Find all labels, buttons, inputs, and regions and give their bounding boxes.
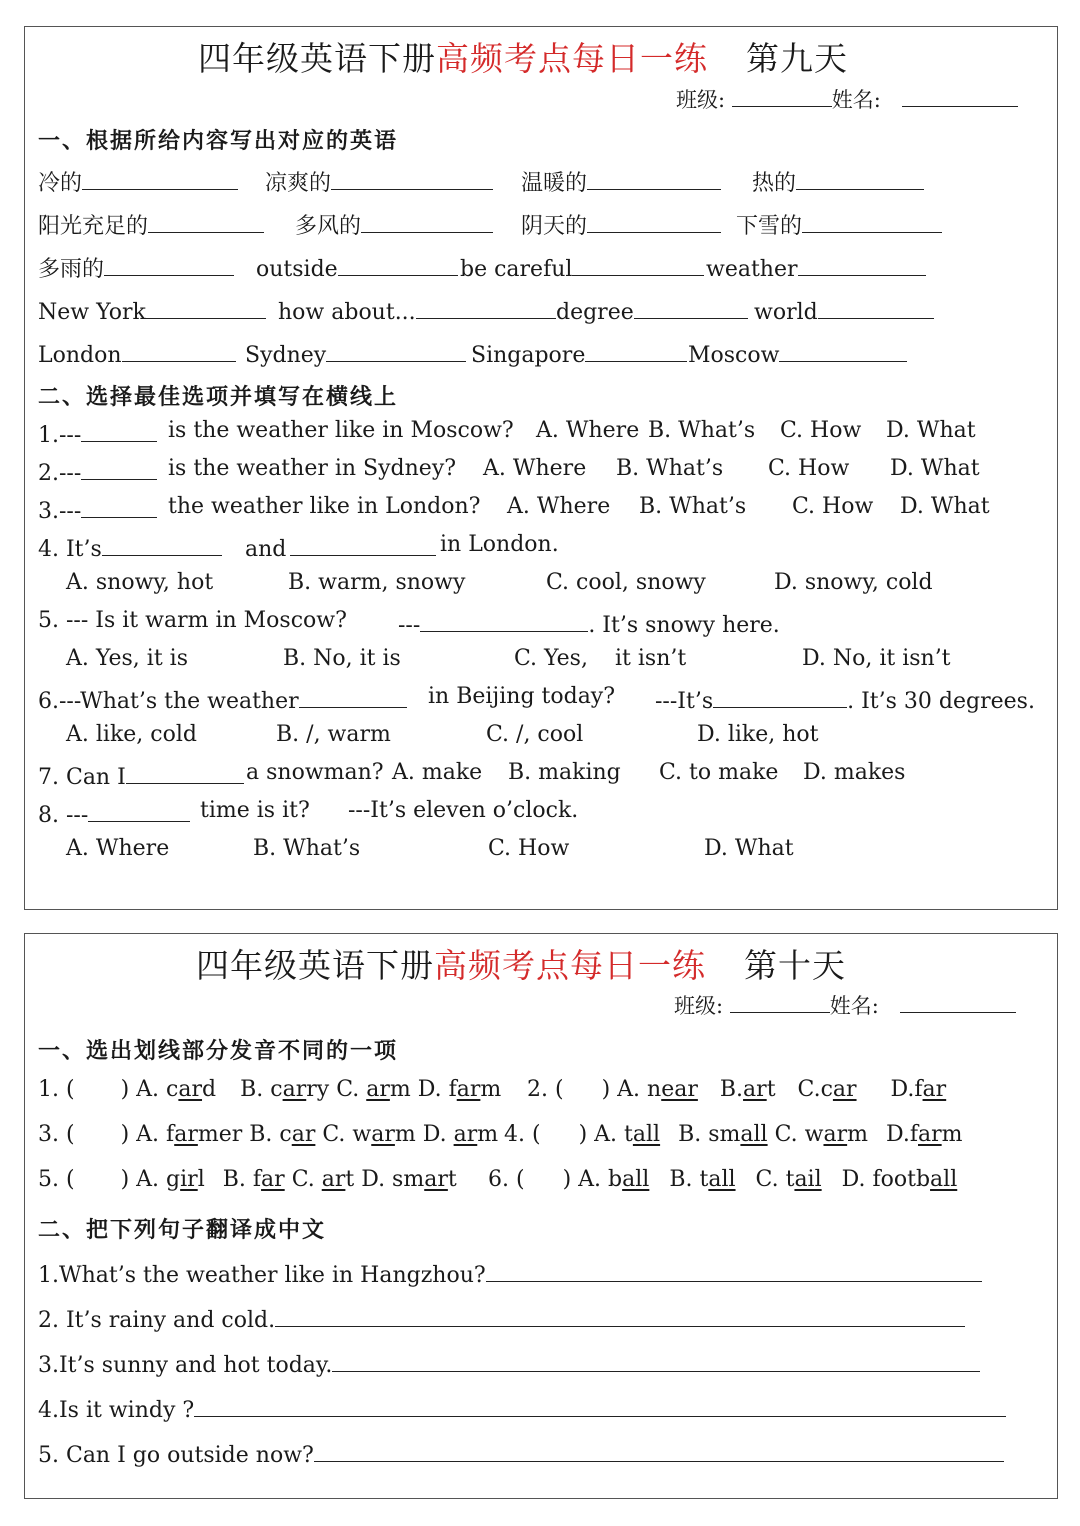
vocab-sydney [245, 338, 466, 368]
underlined: ar [918, 1122, 942, 1147]
title-day: 第十天 [744, 946, 846, 985]
opt: t [345, 1167, 355, 1192]
answer-blank[interactable] [796, 166, 924, 190]
q-close: ) [120, 1122, 130, 1147]
vocab-label: 阴天的 [521, 214, 588, 240]
opt: m [941, 1122, 963, 1147]
answer-blank[interactable] [81, 418, 157, 442]
answer-blank[interactable] [572, 252, 704, 276]
underlined: all [930, 1167, 958, 1192]
underlined: ar [424, 1167, 448, 1192]
option-d: D. makes [803, 760, 906, 785]
q-prefix: 3.--- [38, 499, 82, 525]
q-close: ) [120, 1167, 130, 1192]
option-b: B. What’s [639, 494, 747, 519]
underlined: ar [922, 1077, 947, 1102]
option-b: B. What’s [648, 418, 756, 443]
phonics-4 [504, 1122, 963, 1147]
vocab-outside [256, 252, 458, 282]
vocab-label: Moscow [688, 343, 780, 369]
vocab-label: Singapore [471, 343, 586, 369]
opt: B. t [669, 1167, 709, 1192]
sentence: 1.What’s the weather like in Hangzhou? [38, 1263, 486, 1289]
title-red: 高频考点每日一练 [434, 946, 706, 985]
opt: A. g [136, 1167, 181, 1192]
vocab-label: 多雨的 [38, 257, 105, 283]
vocab-cloudy [521, 209, 721, 240]
answer-blank[interactable] [81, 494, 157, 518]
question-6-stem [38, 684, 407, 714]
sentence: 4.Is it windy ? [38, 1398, 195, 1424]
vocab-cool [265, 166, 493, 197]
question-2-text: is the weather in Sydney? [168, 456, 457, 481]
question-7-text: a snowman? [246, 760, 384, 785]
option-c: C. /, cool [486, 722, 584, 747]
name-label: 姓名: [829, 994, 879, 1019]
opt: D.f [886, 1122, 918, 1147]
question-3-stem [38, 494, 157, 524]
vocab-how-about [278, 295, 556, 325]
question-2-stem [38, 456, 157, 486]
question-5-answer [398, 608, 780, 638]
vocab-london [38, 338, 236, 368]
underlined: ar [321, 1167, 346, 1192]
q-prefix: 6.---What’s the weather [38, 689, 299, 715]
opt: m [480, 1077, 502, 1102]
underlined: ar [178, 1077, 203, 1102]
option-c: C. How [792, 494, 874, 519]
q-prefix: 2.--- [38, 461, 82, 487]
underlined: ar [282, 1077, 307, 1102]
answer-blank[interactable] [326, 338, 466, 362]
opt: A. n [617, 1077, 662, 1102]
translate-5 [38, 1438, 1004, 1468]
q-prefix: 7. Can I [38, 765, 126, 791]
vocab-label: 阳光充足的 [38, 214, 149, 240]
option-b: B. making [508, 760, 621, 785]
section-title-translate: 二、把下列句子翻译成中文 [38, 1217, 327, 1243]
class-label: 班级: [676, 88, 726, 113]
underlined: ar [832, 1077, 857, 1102]
vocab-label: 冷的 [38, 171, 83, 197]
section-title-choice: 二、选择最佳选项并填写在横线上 [38, 384, 399, 410]
answer-blank[interactable] [122, 338, 236, 362]
option-a: A. like, cold [66, 722, 197, 747]
answer-blank[interactable] [802, 209, 942, 233]
underlined: ar [291, 1122, 316, 1147]
q-close: ) [120, 1077, 130, 1102]
answer-blank[interactable] [798, 252, 926, 276]
question-5-stem: 5. --- Is it warm in Moscow? [38, 608, 347, 633]
vocab-label: 温暖的 [521, 171, 588, 197]
opt: m [394, 1122, 416, 1147]
underlined: ail [794, 1167, 822, 1192]
answer-blank[interactable] [299, 684, 407, 708]
answer-blank[interactable] [148, 209, 264, 233]
underlined: ear [661, 1077, 698, 1102]
vocab-new-york [38, 295, 266, 325]
vocab-label: Sydney [245, 343, 327, 369]
question-8-text: time is it? [200, 798, 310, 823]
title-black: 四年级英语下册 [196, 946, 434, 985]
option-a: A. snowy, hot [66, 570, 214, 595]
q-prefix: 4. It’s [38, 537, 102, 563]
answer-blank[interactable] [331, 166, 493, 190]
vocab-label: weather [706, 257, 798, 283]
opt: B. [719, 1077, 744, 1102]
answer-line[interactable] [332, 1348, 980, 1372]
option-c: C. cool, snowy [546, 570, 706, 595]
underlined: ir [180, 1167, 198, 1192]
phonics-2 [527, 1077, 946, 1102]
opt: C. w [322, 1122, 372, 1147]
vocab-label: how about... [278, 300, 416, 326]
vocab-sunny [38, 209, 264, 240]
answer-line[interactable] [314, 1438, 1004, 1462]
option-d: D. What [886, 418, 976, 443]
answer-blank[interactable] [126, 760, 244, 784]
option-c: C. Yes, [514, 646, 588, 671]
name-blank[interactable] [902, 84, 1018, 107]
opt: C. w [774, 1122, 824, 1147]
option-d: D. No, it isn’t [802, 646, 951, 671]
question-8-stem [38, 798, 190, 828]
q-prefix: 1.--- [38, 423, 82, 449]
option-b: B. No, it is [283, 646, 401, 671]
vocab-rainy [38, 252, 234, 283]
vocab-singapore [471, 338, 687, 368]
answer-blank[interactable] [88, 798, 190, 822]
underlined: ar [261, 1167, 285, 1192]
page-title-day9 [198, 33, 848, 80]
opt: A. t [594, 1122, 633, 1147]
answer-line[interactable] [275, 1303, 965, 1327]
option-a: A. Where [507, 494, 611, 519]
option-d: D. snowy, cold [774, 570, 933, 595]
opt: t [447, 1167, 457, 1192]
opt: t [766, 1077, 776, 1102]
opt: D.f [890, 1077, 923, 1102]
question-1-text: is the weather like in Moscow? [168, 418, 514, 443]
opt: mer [197, 1122, 243, 1147]
vocab-label: world [754, 300, 818, 326]
opt: A. f [136, 1122, 175, 1147]
translate-1 [38, 1258, 982, 1288]
underlined: ar [823, 1122, 848, 1147]
answer-blank[interactable] [338, 252, 458, 276]
underlined: ar [366, 1077, 390, 1102]
opt: B. c [240, 1077, 283, 1102]
section-title-phonics: 一、选出划线部分发音不同的一项 [38, 1038, 399, 1064]
translate-4 [38, 1393, 1006, 1423]
vocab-world [754, 295, 934, 325]
underlined: all [622, 1167, 650, 1192]
opt: D. footb [841, 1167, 931, 1192]
q-num: 3. ( [38, 1122, 75, 1147]
q-num: 6. ( [488, 1167, 525, 1192]
opt: A. c [136, 1077, 179, 1102]
vocab-be-careful [460, 252, 704, 282]
question-4-text: in London. [440, 532, 559, 557]
opt: ry [306, 1077, 330, 1102]
underlined: ar [453, 1122, 478, 1147]
opt: B. c [249, 1122, 292, 1147]
question-8-answer: ---It’s eleven o’clock. [348, 798, 579, 823]
answer-blank[interactable] [104, 252, 234, 276]
vocab-cold [38, 166, 238, 197]
question-6-text: in Beijing today? [428, 684, 616, 709]
vocab-label: London [38, 343, 122, 369]
answer-blank[interactable] [416, 295, 556, 319]
vocab-label: 下雪的 [736, 214, 803, 240]
question-4-mid [245, 532, 436, 562]
question-7-stem [38, 760, 244, 790]
answer-blank[interactable] [779, 338, 907, 362]
answer-blank[interactable] [634, 295, 748, 319]
title-day: 第九天 [746, 39, 848, 78]
vocab-degree [556, 295, 748, 325]
answer-blank[interactable] [587, 209, 721, 233]
vocab-label: be careful [460, 257, 573, 283]
answer-blank[interactable] [713, 684, 847, 708]
vocab-warm [521, 166, 721, 197]
q-text: . It’s 30 degrees. [847, 689, 1035, 715]
class-name-line-day10 [674, 990, 1016, 1020]
option-b: B. /, warm [276, 722, 391, 747]
underlined: ar [743, 1077, 767, 1102]
sentence: 2. It’s rainy and cold. [38, 1308, 276, 1334]
name-blank[interactable] [900, 990, 1016, 1013]
opt: B. sm [678, 1122, 741, 1147]
option-c: C. How [780, 418, 862, 443]
answer-blank[interactable] [818, 295, 934, 319]
option-c: C. to make [659, 760, 779, 785]
vocab-label: New York [38, 300, 146, 326]
answer-blank[interactable] [290, 532, 436, 556]
translate-2 [38, 1303, 965, 1333]
q-num: 5. ( [38, 1167, 75, 1192]
translate-3 [38, 1348, 980, 1378]
question-3-text: the weather like in London? [168, 494, 481, 519]
option-b: B. What’s [616, 456, 724, 481]
q-close: ) [578, 1122, 588, 1147]
underlined: all [740, 1122, 768, 1147]
class-name-line-day9 [676, 84, 1018, 114]
sentence: 5. Can I go outside now? [38, 1443, 314, 1469]
option-d: D. like, hot [697, 722, 819, 747]
answer-line[interactable] [486, 1258, 982, 1282]
q-text: ---It’s [655, 689, 714, 715]
option-d: D. What [890, 456, 980, 481]
opt: C. [291, 1167, 322, 1192]
option-c-cont: it isn’t [615, 646, 687, 671]
vocab-label: degree [556, 300, 634, 326]
option-d: D. What [704, 836, 794, 861]
answer-blank[interactable] [361, 209, 493, 233]
q-close: ) [601, 1077, 611, 1102]
answer-blank[interactable] [82, 166, 238, 190]
opt: C.c [797, 1077, 833, 1102]
vocab-hot [752, 166, 924, 197]
q-text: and [245, 537, 287, 563]
q-close: ) [562, 1167, 572, 1192]
q-text: . It’s snowy here. [588, 613, 780, 639]
phonics-5 [38, 1167, 457, 1192]
title-black: 四年级英语下册 [198, 39, 436, 78]
answer-blank[interactable] [420, 608, 588, 632]
vocab-label: 多风的 [295, 214, 362, 240]
page-title-day10 [196, 940, 846, 987]
class-blank[interactable] [732, 84, 832, 107]
answer-blank[interactable] [81, 456, 157, 480]
vocab-label: outside [256, 257, 338, 283]
opt: D. [422, 1122, 454, 1147]
question-4-stem [38, 532, 222, 562]
vocab-label: 热的 [752, 171, 797, 197]
option-a: A. Yes, it is [66, 646, 188, 671]
option-a: A. make [392, 760, 483, 785]
option-b: B. warm, snowy [288, 570, 466, 595]
opt: m [477, 1122, 499, 1147]
option-a: A. Where [536, 418, 640, 443]
option-c: C. How [488, 836, 570, 861]
class-blank[interactable] [730, 990, 830, 1013]
answer-blank[interactable] [146, 295, 266, 319]
opt: D. f [417, 1077, 457, 1102]
opt: C. t [755, 1167, 795, 1192]
question-1-stem [38, 418, 157, 448]
opt: A. b [578, 1167, 623, 1192]
opt: l [197, 1167, 205, 1192]
title-red: 高频考点每日一练 [436, 39, 708, 78]
opt: m [389, 1077, 411, 1102]
opt: m [847, 1122, 868, 1147]
q-text: --- [398, 613, 421, 639]
underlined: ar [456, 1077, 481, 1102]
q-num: 1. ( [38, 1077, 75, 1102]
answer-blank[interactable] [587, 166, 721, 190]
opt: d [202, 1077, 217, 1102]
q-num: 2. ( [527, 1077, 564, 1102]
vocab-label: 凉爽的 [265, 171, 332, 197]
underlined: all [632, 1122, 661, 1147]
opt: C. [336, 1077, 367, 1102]
vocab-weather [706, 252, 926, 282]
answer-blank[interactable] [585, 338, 687, 362]
option-b: B. What’s [253, 836, 361, 861]
phonics-1 [38, 1077, 501, 1102]
q-num: 4. ( [504, 1122, 541, 1147]
underlined: ar [174, 1122, 198, 1147]
name-label: 姓名: [831, 88, 881, 113]
underlined: ar [371, 1122, 395, 1147]
section-title-vocab: 一、根据所给内容写出对应的英语 [38, 128, 399, 154]
vocab-windy [295, 209, 493, 240]
opt: D. sm [361, 1167, 425, 1192]
answer-blank[interactable] [102, 532, 222, 556]
vocab-moscow [688, 338, 907, 368]
vocab-snowy [736, 209, 942, 240]
answer-line[interactable] [194, 1393, 1006, 1417]
question-6-answer [655, 684, 1035, 714]
sentence: 3.It’s sunny and hot today. [38, 1353, 333, 1379]
phonics-3 [38, 1122, 498, 1147]
option-d: D. What [900, 494, 990, 519]
underlined: all [708, 1167, 736, 1192]
class-label: 班级: [674, 994, 724, 1019]
option-a: A. Where [66, 836, 170, 861]
phonics-6 [488, 1167, 957, 1192]
opt: B. f [222, 1167, 262, 1192]
option-a: A. Where [483, 456, 587, 481]
option-c: C. How [768, 456, 850, 481]
q-prefix: 8. --- [38, 803, 89, 829]
